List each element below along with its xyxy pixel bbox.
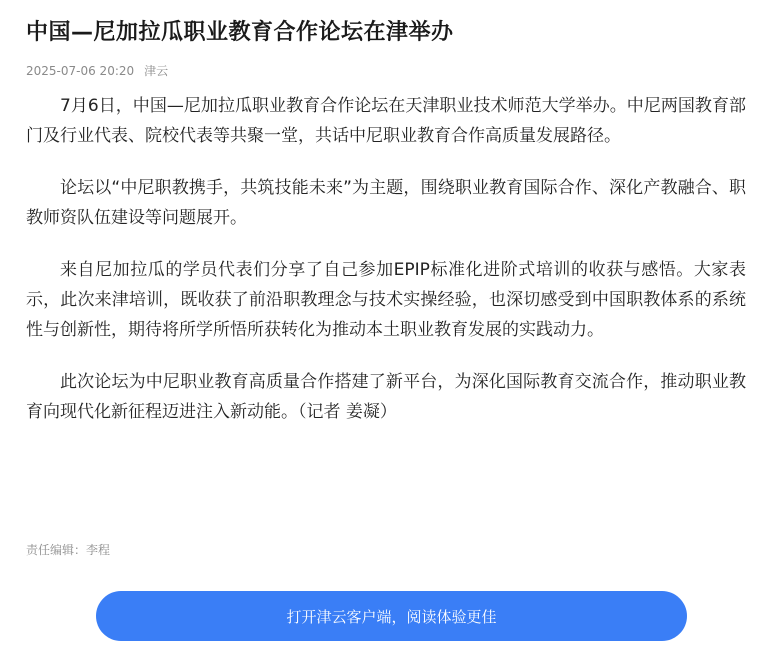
article-body [26, 91, 746, 427]
article [26, 0, 746, 449]
article-source: 津云 [144, 64, 169, 78]
article-title: 中国—尼加拉瓜职业教育合作论坛在津举办 [26, 20, 454, 45]
article-paragraph: 此次论坛为中尼职业教育高质量合作搭建了新平台，为深化国际教育交流合作，推动职业教育向现代化新征程迈进注入新动能。（记者 姜凝） [26, 372, 746, 422]
publish-date: 2025-07-06 20:20 [26, 64, 135, 78]
article-paragraph: 7月6日，中国—尼加拉瓜职业教育合作论坛在天津职业技术师范大学举办。中尼两国教育部门及行业代表、院校代表等共聚一堂，共话中尼职业教育合作高质量发展路径。 [26, 96, 746, 146]
article-paragraph: 论坛以“中尼职教携手，共筑技能未来”为主题，围绕职业教育国际合作、深化产教融合、职教师资队伍建设等问题展开。 [26, 178, 746, 228]
article-paragraph: 来自尼加拉瓜的学员代表们分享了自己参加EPIP标准化进阶式培训的收获与感悟。大家表示，此次来津培训，既收获了前沿职教理念与技术实操经验，也深切感受到中国职教体系的系统性与创新性，期待将所学所悟所获转化为推动本土职业教育发展的实践动力。 [26, 260, 746, 340]
open-app-button[interactable]: 打开津云客户端，阅读体验更佳 [96, 591, 687, 641]
article-meta [26, 63, 746, 79]
editor-credit: 责任编辑：李程 [26, 543, 111, 557]
